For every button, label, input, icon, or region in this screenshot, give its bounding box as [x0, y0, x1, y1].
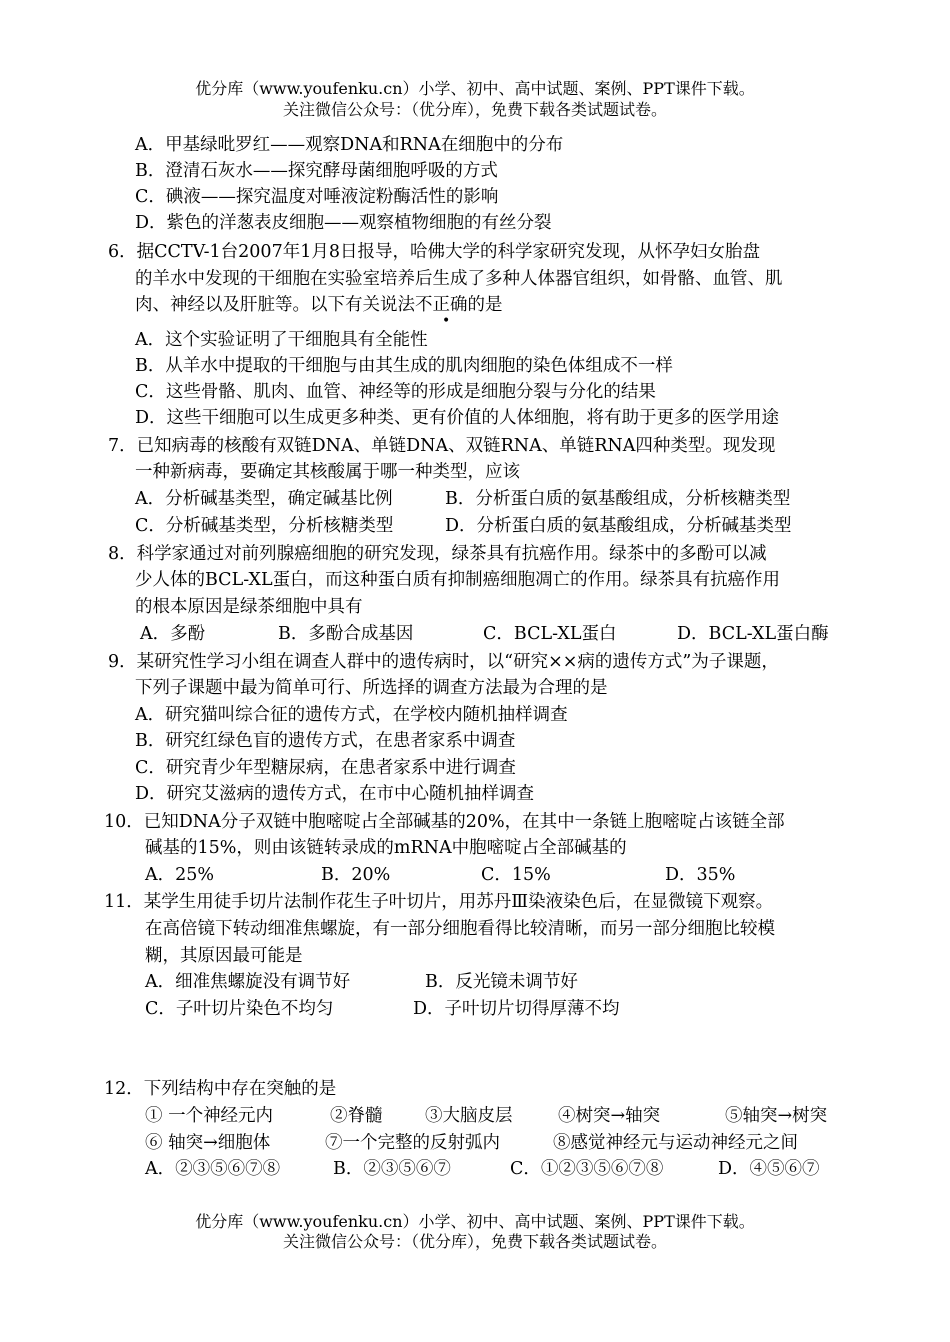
q8-option-d: D．BCL-XL蛋白酶 — [677, 624, 829, 644]
q11-stem-line-3: 糊，其原因最可能是 — [145, 946, 303, 966]
q11-option-c: C．子叶切片染色不均匀 — [145, 999, 334, 1019]
q12-item-3: ③大脑皮层 — [425, 1106, 513, 1126]
q5-option-c: C．碘液——探究温度对唾液淀粉酶活性的影响 — [135, 187, 499, 207]
q7-stem-line-1: 7．已知病毒的核酸有双链DNA、单链DNA、双链RNA、单链RNA四种类型。现发现 — [108, 436, 776, 456]
q9-stem-line-1: 9．某研究性学习小组在调查人群中的遗传病时，以“研究××病的遗传方式”为子课题， — [108, 652, 779, 672]
q11-option-d: D．子叶切片切得厚薄不均 — [413, 999, 620, 1019]
q8-option-c: C．BCL-XL蛋白 — [483, 624, 617, 644]
q10-option-d: D．35% — [665, 865, 736, 885]
q12-option-d: D．④⑤⑥⑦ — [718, 1159, 820, 1179]
q8-option-b: B．多酚合成基因 — [278, 624, 414, 644]
q6-option-a: A．这个实验证明了干细胞具有全能性 — [135, 330, 428, 350]
q11-option-a: A．细准焦螺旋没有调节好 — [145, 972, 351, 992]
q12-item-7: ⑦一个完整的反射弧内 — [325, 1133, 500, 1153]
q7-option-b: B．分析蛋白质的氨基酸组成，分析核糖类型 — [445, 489, 791, 509]
q7-option-d: D．分析蛋白质的氨基酸组成，分析碱基类型 — [445, 516, 792, 536]
q12-item-6: ⑥ 轴突→细胞体 — [145, 1133, 271, 1153]
q9-option-c: C．研究青少年型糖尿病，在患者家系中进行调查 — [135, 758, 516, 778]
q6-option-d: D．这些干细胞可以生成更多种类、更有价值的人体细胞，将有助于更多的医学用途 — [135, 408, 780, 428]
q8-stem-line-1: 8．科学家通过对前列腺癌细胞的研究发现，绿茶具有抗癌作用。绿茶中的多酚可以减 — [108, 544, 767, 564]
q12-stem: 12．下列结构中存在突触的是 — [104, 1079, 337, 1099]
q9-option-d: D．研究艾滋病的遗传方式，在市中心随机抽样调查 — [135, 784, 535, 804]
q8-stem-line-3: 的根本原因是绿茶细胞中具有 — [135, 597, 363, 617]
footer-line-1: 优分库（www.youfenku.cn）小学、初中、高中试题、案例、PPT课件下载。 — [195, 1212, 755, 1231]
q6-stem-line-1: 6．据CCTV-1台2007年1月8日报导，哈佛大学的科学家研究发现，从怀孕妇女胎盘 — [108, 242, 760, 262]
q9-option-b: B．研究红绿色盲的遗传方式，在患者家系中调查 — [135, 731, 516, 751]
q5-option-b: B．澄清石灰水——探究酵母菌细胞呼吸的方式 — [135, 161, 498, 181]
q7-stem-line-2: 一种新病毒，要确定其核酸属于哪一种类型，应该 — [135, 462, 520, 482]
q10-option-b: B．20% — [321, 865, 391, 885]
q12-option-c: C．①②③⑤⑥⑦⑧ — [510, 1159, 664, 1179]
q12-option-a: A．②③⑤⑥⑦⑧ — [145, 1159, 281, 1179]
q9-option-a: A．研究猫叫综合征的遗传方式，在学校内随机抽样调查 — [135, 705, 568, 725]
q12-option-b: B．②③⑤⑥⑦ — [333, 1159, 451, 1179]
q5-option-d: D．紫色的洋葱表皮细胞——观察植物细胞的有丝分裂 — [135, 213, 552, 233]
q9-stem-line-2: 下列子课题中最为简单可行、所选择的调查方法最为合理的是 — [135, 678, 608, 698]
header-line-2: 关注微信公众号：（优分库），免费下载各类试题试卷。 — [282, 100, 667, 119]
q10-stem-line-1: 10．已知DNA分子双链中胞嘧啶占全部碱基的20%，在其中一条链上胞嘧啶占该链全部 — [104, 812, 785, 832]
q8-stem-line-2: 少人体的BCL-XL蛋白，而这种蛋白质有抑制癌细胞凋亡的作用。绿茶具有抗癌作用 — [135, 570, 781, 590]
q12-item-5: ⑤轴突→树突 — [725, 1106, 828, 1126]
q6-option-b: B．从羊水中提取的干细胞与由其生成的肌肉细胞的染色体组成不一样 — [135, 356, 673, 376]
q8-option-a: A．多酚 — [140, 624, 206, 644]
footer-line-2: 关注微信公众号：（优分库），免费下载各类试题试卷。 — [282, 1232, 667, 1251]
emphasis-dot: • — [442, 313, 451, 329]
q12-item-1: ① 一个神经元内 — [145, 1106, 274, 1126]
q6-stem-line-3: 肉、神经以及肝脏等。以下有关说法不正确的是 — [135, 295, 503, 315]
q6-option-c: C．这些骨骼、肌肉、血管、神经等的形成是细胞分裂与分化的结果 — [135, 382, 656, 402]
q7-option-a: A．分析碱基类型，确定碱基比例 — [135, 489, 393, 509]
q12-item-4: ④树突→轴突 — [558, 1106, 661, 1126]
q11-stem-line-2: 在高倍镜下转动细准焦螺旋，有一部分细胞看得比较清晰，而另一部分细胞比较模 — [145, 919, 775, 939]
q12-item-2: ②脊髓 — [330, 1106, 383, 1126]
q11-option-b: B．反光镜未调节好 — [425, 972, 578, 992]
q5-option-a: A．甲基绿吡罗红——观察DNA和RNA在细胞中的分布 — [135, 135, 564, 155]
q6-stem-line-2: 的羊水中发现的干细胞在实验室培养后生成了多种人体器官组织，如骨骼、血管、肌 — [135, 269, 783, 289]
header-line-1: 优分库（www.youfenku.cn）小学、初中、高中试题、案例、PPT课件下载。 — [195, 79, 755, 98]
q7-option-c: C．分析碱基类型，分析核糖类型 — [135, 516, 394, 536]
q11-stem-line-1: 11．某学生用徒手切片法制作花生子叶切片，用苏丹Ⅲ染液染色后，在显微镜下观察。 — [104, 892, 774, 912]
q10-option-a: A．25% — [145, 865, 215, 885]
q12-item-8: ⑧感觉神经元与运动神经元之间 — [553, 1133, 798, 1153]
q10-option-c: C．15% — [481, 865, 551, 885]
q10-stem-line-2: 碱基的15%，则由该链转录成的mRNA中胞嘧啶占全部碱基的 — [145, 838, 627, 858]
